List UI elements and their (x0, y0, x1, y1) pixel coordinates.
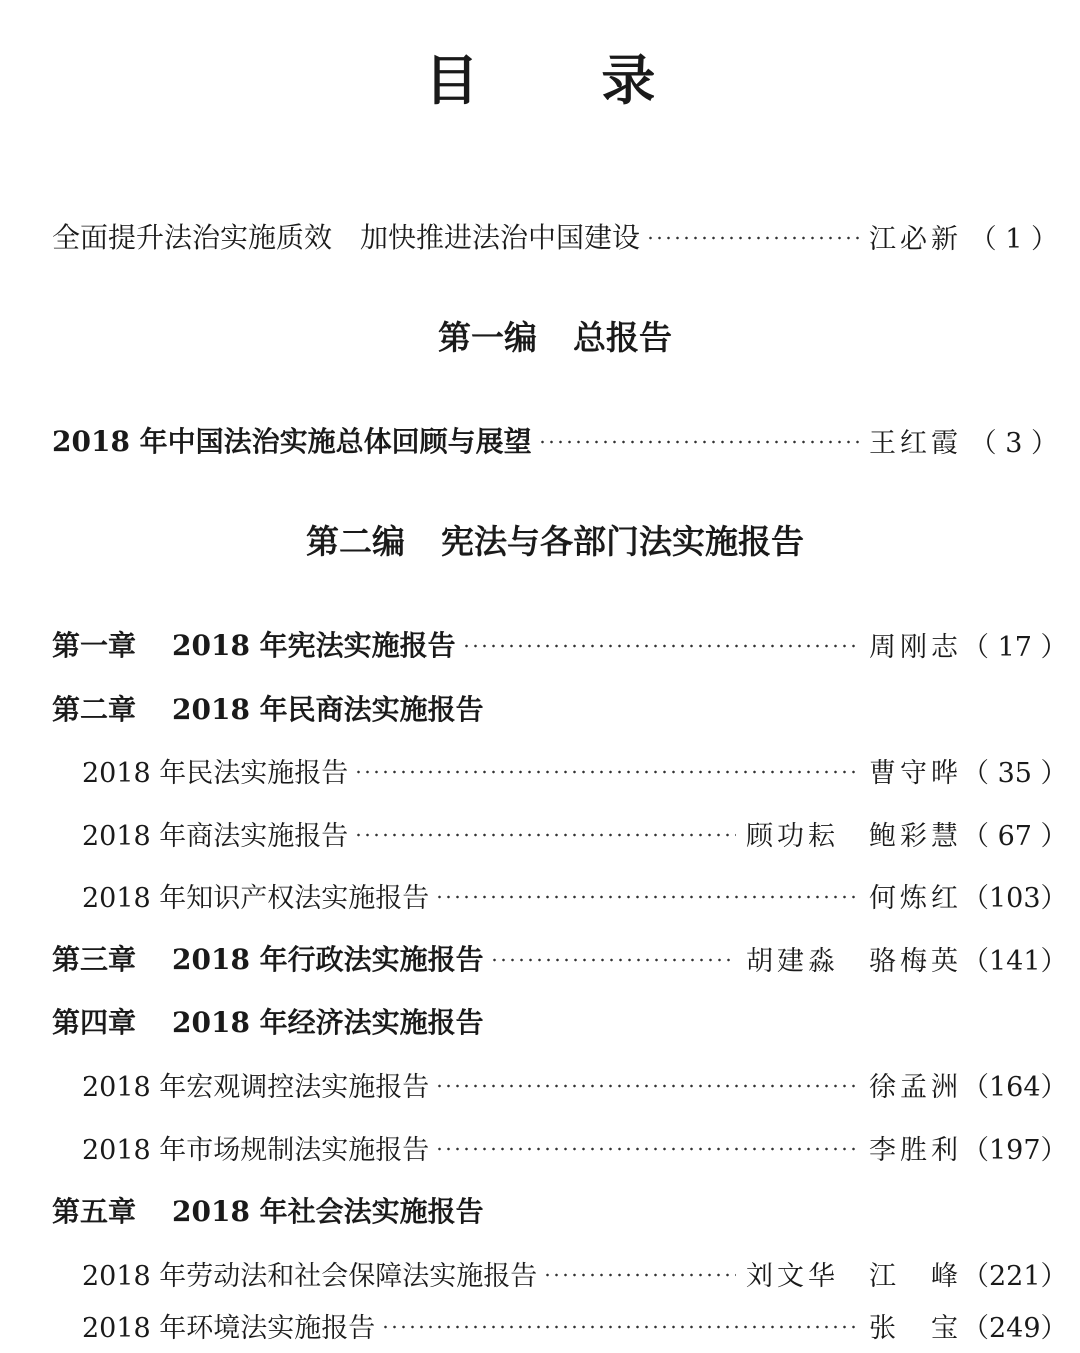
author: 张 宝 (869, 1312, 962, 1344)
toc-entry[interactable] (82, 748, 1068, 792)
section-heading-part1 (0, 316, 1080, 360)
chapter-number: 第五章 (52, 1195, 137, 1228)
leader-dots (435, 895, 859, 899)
entry-authors (746, 814, 962, 853)
entry-title: 2018 年经济法实施报告 (172, 1006, 484, 1039)
page-number: （103） (962, 882, 1068, 914)
author: 王红霞 (869, 427, 962, 459)
toc-entry[interactable] (82, 1251, 1068, 1295)
chapter-number: 第二章 (52, 693, 137, 726)
page-number: （ 17 ） (962, 631, 1068, 663)
author: 江必新 (869, 223, 962, 255)
section-title: 宪法与各部门法实施报告 (441, 522, 804, 561)
entry-title: 2018 年民法实施报告 (82, 757, 349, 789)
toc-entry[interactable] (82, 1303, 1068, 1347)
entry-authors (746, 1254, 962, 1293)
entry-title: 2018 年环境法实施报告 (82, 1312, 376, 1344)
entry-title: 2018 年劳动法和社会保障法实施报告 (82, 1260, 538, 1292)
author: 刘文华 (746, 1260, 839, 1292)
entry-title: 2018 年市场规制法实施报告 (82, 1134, 430, 1166)
toc-entry[interactable] (82, 1125, 1068, 1169)
section-title: 总报告 (573, 318, 672, 357)
author: 鲍彩慧 (869, 820, 962, 852)
entry-authors (869, 421, 962, 460)
page-number: （197） (962, 1134, 1068, 1166)
entry-title: 2018 年行政法实施报告 (172, 943, 484, 976)
toc-entry[interactable] (82, 873, 1068, 917)
toc-entry[interactable] (82, 811, 1068, 855)
leader-dots (435, 1147, 859, 1151)
leader-dots (538, 440, 859, 444)
section-number: 第二编 (306, 522, 405, 561)
leader-dots (490, 958, 736, 962)
entry-authors (869, 625, 962, 664)
entry-authors (869, 1128, 962, 1167)
leader-dots (435, 1084, 859, 1088)
page-number: （249） (962, 1312, 1068, 1344)
chapter-number: 第一章 (52, 629, 137, 662)
page-number: （ 3 ） (969, 427, 1058, 459)
author: 骆梅英 (869, 945, 962, 977)
author: 顾功耘 (746, 820, 839, 852)
author: 李胜利 (869, 1134, 962, 1166)
page-number: （164） (962, 1071, 1068, 1103)
leader-dots (646, 236, 859, 240)
author: 江 峰 (869, 1260, 962, 1292)
entry-authors (746, 939, 962, 978)
toc-entry-chapter[interactable] (52, 936, 1068, 980)
entry-authors (869, 751, 962, 790)
entry-title: 2018 年商法实施报告 (82, 820, 349, 852)
entry-authors (869, 217, 962, 256)
entry-title: 2018 年宏观调控法实施报告 (82, 1071, 430, 1103)
author: 曹守晔 (869, 757, 962, 789)
author: 周刚志 (869, 631, 962, 663)
author: 何炼红 (869, 882, 962, 914)
entry-authors (869, 876, 962, 915)
toc-entry-chapter[interactable] (52, 622, 1068, 666)
toc-entry-chapter[interactable] (52, 686, 1058, 730)
author: 徐孟洲 (869, 1071, 962, 1103)
page-number: （ 35 ） (962, 757, 1068, 789)
leader-dots (381, 1325, 859, 1329)
entry-title: 2018 年民商法实施报告 (172, 693, 484, 726)
entry-title: 2018 年知识产权法实施报告 (82, 882, 430, 914)
entry-title: 2018 年中国法治实施总体回顾与展望 (52, 425, 532, 458)
entry-authors (869, 1306, 962, 1345)
entry-title: 2018 年宪法实施报告 (172, 629, 456, 662)
chapter-number: 第四章 (52, 1006, 137, 1039)
page-number: （221） (962, 1260, 1068, 1292)
chapter-number: 第三章 (52, 943, 137, 976)
entry-title: 2018 年社会法实施报告 (172, 1195, 484, 1228)
page-title: 目 录 (424, 48, 708, 112)
toc-entry[interactable] (82, 1062, 1068, 1106)
leader-dots (354, 833, 736, 837)
page-number: （141） (962, 945, 1068, 977)
page-number: （ 67 ） (962, 820, 1068, 852)
leader-dots (543, 1273, 736, 1277)
entry-title: 全面提升法治实施质效 加快推进法治中国建设 (52, 221, 641, 254)
section-number: 第一编 (438, 318, 537, 357)
leader-dots (462, 644, 859, 648)
toc-entry-chapter[interactable] (52, 1188, 1058, 1232)
toc-entry-chapter[interactable] (52, 999, 1058, 1043)
section-heading-part2 (0, 520, 1080, 564)
entry-authors (869, 1065, 962, 1104)
toc-entry[interactable] (52, 418, 1058, 462)
author: 胡建淼 (746, 945, 839, 977)
leader-dots (354, 770, 859, 774)
toc-entry-preface[interactable] (52, 214, 1058, 258)
page-number: （ 1 ） (969, 223, 1058, 255)
